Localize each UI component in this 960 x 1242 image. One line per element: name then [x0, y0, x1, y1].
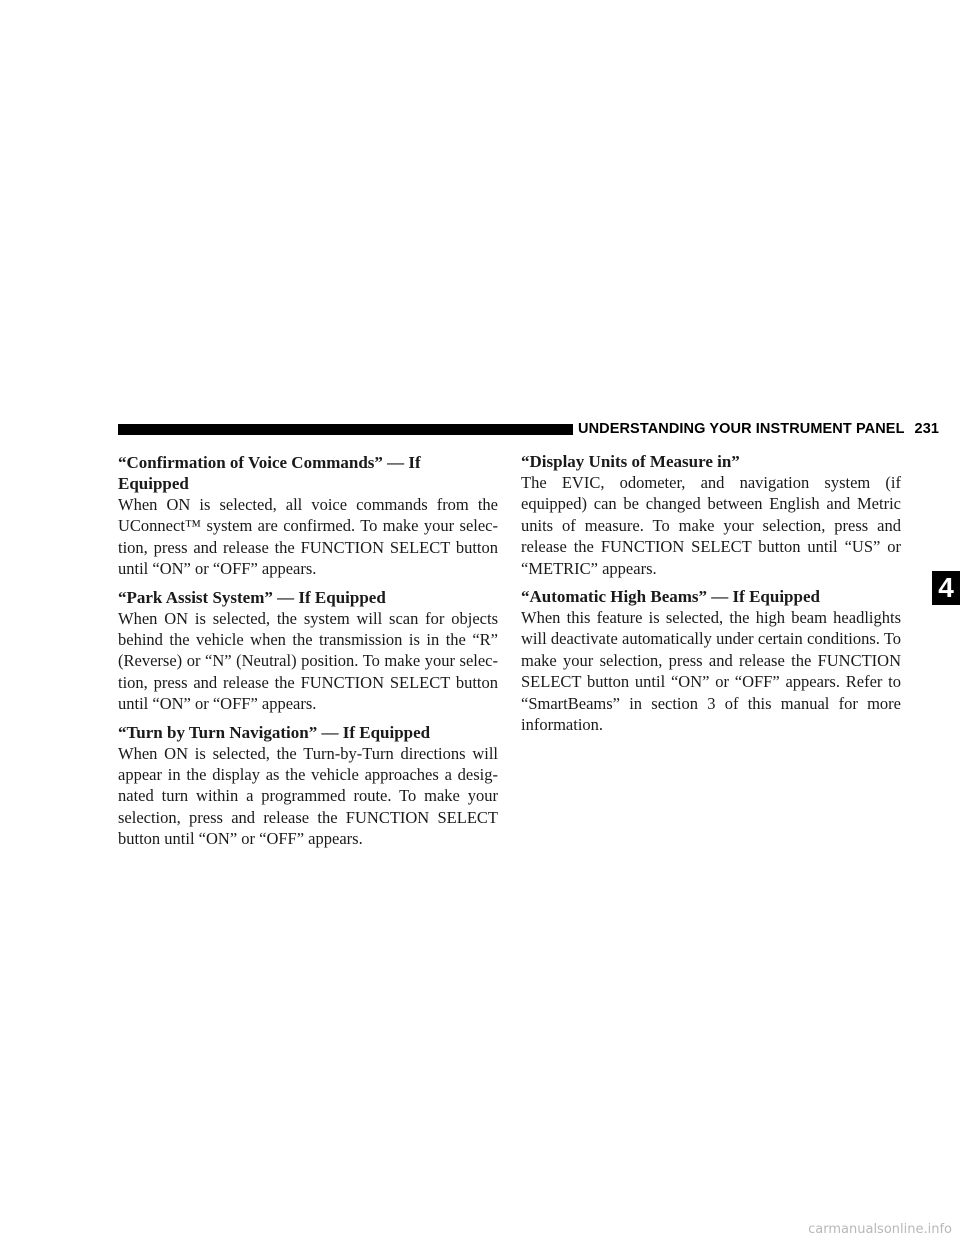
section-turn-by-turn	[118, 722, 498, 850]
section-body: When ON is selected, the system will scan for objects behind the vehicle when the transmission is in the “R” (Reverse) or “N” (Neutral) position. To make your selec-tion, press and release the FUNCTION SELECT button until “ON” or “OFF” appears.	[118, 608, 498, 714]
section-title: “Display Units of Measure in”	[521, 452, 740, 471]
running-header	[578, 421, 939, 437]
section-body: When ON is selected, all voice commands from the UConnect™ system are confirmed. To make your selec-tion, press and release the FUNCTION SELECT button until “ON” or “OFF” appears.	[118, 495, 498, 579]
watermark: carmanualsonline.info	[808, 1222, 952, 1237]
left-column	[118, 452, 498, 857]
chapter-tab: 4	[932, 571, 960, 605]
section-confirmation-voice-commands	[118, 452, 498, 580]
section-title: “Confirmation of Voice Commands” — If Equipped	[118, 453, 421, 493]
header-rule	[118, 424, 573, 435]
section-title: “Automatic High Beams” — If Equipped	[521, 587, 820, 607]
right-column	[521, 451, 901, 742]
section-park-assist	[118, 587, 498, 715]
section-title: “Turn by Turn Navigation” — If Equipped	[118, 722, 431, 742]
section-display-units	[521, 451, 901, 579]
section-body: The EVIC, odometer, and navigation system (if equipped) can be changed between English and Metric units of measure. To make your selection, press and release the FUNCTION SELECT button until “US” or “METRIC” appears.	[521, 473, 901, 578]
section-body: When ON is selected, the Turn-by-Turn directions will appear in the display as the vehicle approaches a desig-nated turn within a programmed route. To make your selection, press and release the FUNCTION SELECT button until “ON” or “OFF” appears.	[118, 743, 498, 849]
section-title: “Park Assist System” — If Equipped	[118, 587, 386, 607]
header-title: UNDERSTANDING YOUR INSTRUMENT PANEL	[578, 421, 905, 437]
section-body: When this feature is selected, the high beam headlights will deactivate automatically under certain conditions. To make your selection, press and release the FUNCTION SELECT button until “ON” or “OFF” appears. Refer to “SmartBeams” in section 3 of this manual for more information.	[521, 608, 901, 735]
section-automatic-high-beams	[521, 586, 901, 735]
page-number: 231	[914, 421, 940, 437]
